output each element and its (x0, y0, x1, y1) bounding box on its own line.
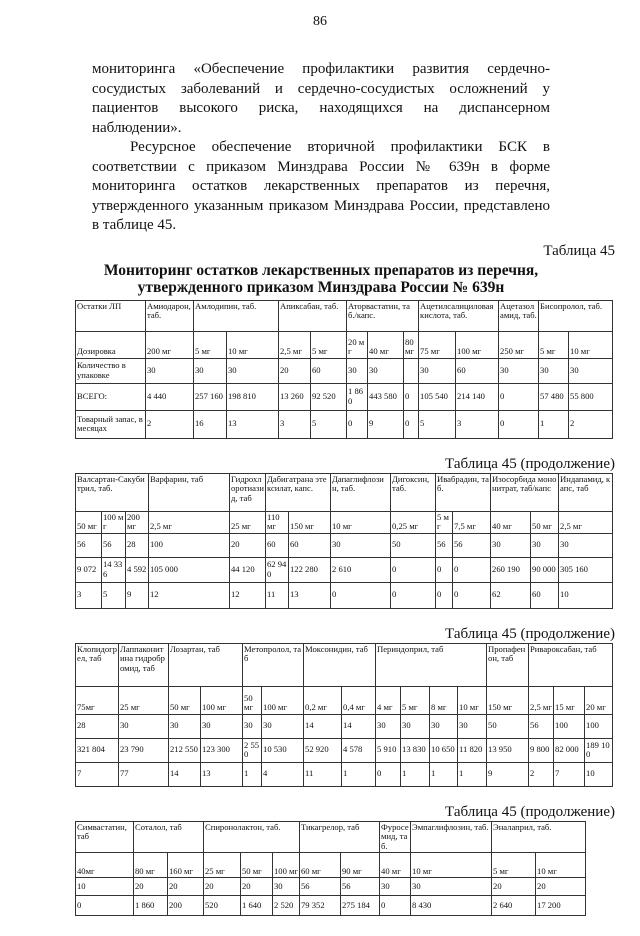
table-cell: 30 (331, 533, 391, 557)
table-caption-continued: Таблица 45 (продолжение) (445, 625, 615, 642)
table-cell: 214 140 (456, 383, 499, 410)
table-cell: 4 592 (126, 557, 149, 582)
table-cell: 1 (430, 762, 458, 786)
table-cell: 30 (368, 358, 404, 383)
header-cell: Варфарин, таб (149, 473, 230, 511)
table-row (76, 533, 613, 557)
table-cell: 56 (300, 878, 341, 896)
table-cell: 13 260 (279, 383, 311, 410)
table-cell: 7 (76, 762, 119, 786)
table-cell: 10 мг (411, 853, 492, 878)
table-cell: 7,5 мг (453, 511, 491, 533)
table-row (76, 331, 613, 358)
table-cell: 50 мг (169, 686, 201, 714)
table-cell: 0 (453, 557, 491, 582)
header-cell: Лозартан, таб (169, 643, 243, 686)
table-cell: 110 мг (266, 511, 289, 533)
header-cell: Изосорбида мононитрат, таб/капс (491, 473, 559, 511)
table-cell: 13 (227, 410, 279, 438)
table-cell: 40 мг (380, 853, 411, 878)
table-cell: 0 (331, 582, 391, 608)
table-cell: 56 (76, 533, 102, 557)
table-row (76, 762, 613, 786)
table-cell: 50 мг (531, 511, 559, 533)
table-cell: 10 мг (331, 511, 391, 533)
table-cell: 2,5 мг (559, 511, 613, 533)
table-cell: 0,4 мг (342, 686, 376, 714)
table-cell: 150 мг (487, 686, 529, 714)
table-cell: 260 190 (491, 557, 531, 582)
header-cell: Апиксабан, таб. (279, 300, 347, 331)
table-cell: 25 мг (204, 853, 241, 878)
table-cell: 30 (411, 878, 492, 896)
table-cell: 5 мг (194, 331, 227, 358)
table-cell: 30 (401, 714, 430, 738)
row-label: Товарный запас, в месяцах (76, 410, 146, 438)
table-row (76, 557, 613, 582)
table-cell: 50 мг (243, 686, 262, 714)
header-cell: Эналаприл, таб. (492, 821, 586, 853)
table-cell: 56 (436, 533, 453, 557)
table-cell: 60 (311, 358, 347, 383)
table-cell: 122 280 (289, 557, 331, 582)
table-cell: 200 (168, 896, 204, 916)
table-45-part-1 (75, 300, 613, 439)
table-cell: 20 (134, 878, 168, 896)
table-cell: 30 (559, 533, 613, 557)
table-cell: 12 (230, 582, 266, 608)
table-cell: 2 610 (331, 557, 391, 582)
table-cell: 30 (119, 714, 169, 738)
table-caption-continued: Таблица 45 (продолжение) (445, 455, 615, 472)
header-cell: Дапаглифлозин, таб. (331, 473, 391, 511)
table-cell: 77 (119, 762, 169, 786)
table-cell: 30 (227, 358, 279, 383)
row-label: ВСЕГО: (76, 383, 146, 410)
table-cell: 90 мг (341, 853, 380, 878)
table-cell: 0 (499, 410, 539, 438)
table-cell: 198 810 (227, 383, 279, 410)
table-cell: 0 (391, 582, 436, 608)
table-cell: 20 мг (585, 686, 613, 714)
table-cell: 8 мг (430, 686, 458, 714)
table-cell: 0 (391, 557, 436, 582)
table-cell: 56 (529, 714, 554, 738)
table-cell: 20 (230, 533, 266, 557)
table-cell: 13 (289, 582, 331, 608)
table-cell: 55 800 (569, 383, 613, 410)
header-cell: Лаппаконитина гидробромид, таб (119, 643, 169, 686)
table-45-part-2 (75, 473, 613, 609)
table-cell: 5 910 (376, 738, 401, 762)
table-cell: 14 (342, 714, 376, 738)
table-cell: 100 (554, 714, 585, 738)
table-row (76, 358, 613, 383)
table-cell: 105 000 (149, 557, 230, 582)
table-cell: 30 (491, 533, 531, 557)
table-cell: 12 (149, 582, 230, 608)
table-cell: 28 (126, 533, 149, 557)
table-cell: 30 (569, 358, 613, 383)
table-cell: 10 мг (536, 853, 586, 878)
table-cell: 100 мг (201, 686, 243, 714)
table-cell: 11 (266, 582, 289, 608)
table-cell: 20 (241, 878, 273, 896)
table-cell: 10 мг (458, 686, 487, 714)
table-cell: 5 мг (311, 331, 347, 358)
header-cell: Остатки ЛП (76, 300, 146, 331)
table-cell: 321 804 (76, 738, 119, 762)
table-cell: 5 мг (539, 331, 569, 358)
table-cell: 275 184 (341, 896, 380, 916)
table-cell: 212 550 (169, 738, 201, 762)
table-cell: 25 мг (119, 686, 169, 714)
table-row (76, 853, 586, 878)
table-cell: 105 540 (419, 383, 456, 410)
table-cell: 7 (554, 762, 585, 786)
table-cell: 60 (289, 533, 331, 557)
table-cell: 3 (76, 582, 102, 608)
table-cell: 1 (243, 762, 262, 786)
table-cell: 14 336 (102, 557, 126, 582)
table-cell: 200 мг (146, 331, 194, 358)
table-cell: 30 (376, 714, 401, 738)
header-cell: Метопролол, таб (243, 643, 304, 686)
header-cell: Клопидогрел, таб (76, 643, 119, 686)
table-cell: 0 (404, 383, 419, 410)
table-cell: 1 640 (241, 896, 273, 916)
table-cell: 1 860 (134, 896, 168, 916)
table-caption-continued: Таблица 45 (продолжение) (445, 803, 615, 820)
table-cell: 15 мг (554, 686, 585, 714)
table-cell: 200 мг (126, 511, 149, 533)
table-cell: 62 (491, 582, 531, 608)
table-cell: 40 мг (491, 511, 531, 533)
paragraph: мониторинга «Обеспечение профилактики развития сердечно-сосудистых заболеваний и сердечно-сосудистых осложнений у пациентов высокого риска, находящихся на диспансерном наблюдении». (92, 61, 550, 136)
table-cell: 1 860 (347, 383, 368, 410)
table-cell: 100 мг (102, 511, 126, 533)
table-cell: 3 (279, 410, 311, 438)
table-cell: 5 мг (436, 511, 453, 533)
table-cell: 57 480 (539, 383, 569, 410)
table-row (76, 738, 613, 762)
table-header-row (76, 473, 613, 511)
table-cell: 0 (76, 896, 134, 916)
header-cell: Соталол, таб (134, 821, 204, 853)
table-cell: 92 520 (311, 383, 347, 410)
table-cell: 20 (204, 878, 241, 896)
table-cell: 23 790 (119, 738, 169, 762)
table-cell: 40мг (76, 853, 134, 878)
table-cell: 16 (194, 410, 227, 438)
table-cell: 60 (266, 533, 289, 557)
table-cell: 5 мг (492, 853, 536, 878)
table-cell: 10 мг (569, 331, 613, 358)
table-cell: 14 (304, 714, 342, 738)
header-cell: Валсартан-Сакубитрил, таб. (76, 473, 149, 511)
header-cell: Дигоксин, таб. (391, 473, 436, 511)
header-cell: Бисопролол, таб. (539, 300, 613, 331)
table-cell: 100 мг (262, 686, 304, 714)
table-cell: 4 мг (376, 686, 401, 714)
table-cell: 28 (76, 714, 119, 738)
table-cell: 0 (453, 582, 491, 608)
table-cell: 82 000 (554, 738, 585, 762)
table-row (76, 896, 586, 916)
table-cell: 20 мг (347, 331, 368, 358)
table-row (76, 511, 613, 533)
table-cell: 160 мг (168, 853, 204, 878)
table-cell: 2 (569, 410, 613, 438)
table-row (76, 410, 613, 438)
table-cell: 520 (204, 896, 241, 916)
table-cell: 30 (243, 714, 262, 738)
table-cell: 56 (453, 533, 491, 557)
table-cell: 123 300 (201, 738, 243, 762)
table-cell: 100 мг (273, 853, 300, 878)
table-cell: 5 мг (401, 686, 430, 714)
table-cell: 40 мг (368, 331, 404, 358)
table-row (76, 878, 586, 896)
table-cell: 9 072 (76, 557, 102, 582)
table-cell: 20 (168, 878, 204, 896)
table-cell: 80 мг (404, 331, 419, 358)
table-cell: 250 мг (499, 331, 539, 358)
table-cell: 9 (126, 582, 149, 608)
table-cell: 30 (499, 358, 539, 383)
table-header-row (76, 643, 613, 686)
table-cell: 30 (347, 358, 368, 383)
header-cell: Периндоприл, таб (376, 643, 487, 686)
table-cell: 5 (102, 582, 126, 608)
table-cell: 10 (585, 762, 613, 786)
table-cell: 0,25 мг (391, 511, 436, 533)
table-row (76, 383, 613, 410)
table-cell: 10 650 (430, 738, 458, 762)
row-label: Количество в упаковке (76, 358, 146, 383)
table-cell: 79 352 (300, 896, 341, 916)
table-cell: 75 мг (419, 331, 456, 358)
table-cell: 56 (341, 878, 380, 896)
header-cell: Ивабрадин, таб. (436, 473, 491, 511)
table-cell: 2,5 мг (279, 331, 311, 358)
table-cell: 443 580 (368, 383, 404, 410)
table-cell: 1 (401, 762, 430, 786)
table-cell: 11 820 (458, 738, 487, 762)
table-cell: 2 (146, 410, 194, 438)
table-cell: 189 100 (585, 738, 613, 762)
paragraph: Ресурсное обеспечение вторичной профилактики БСК в соответствии с приказом Минздрава России № 639н в форме мониторинга остатков лекарственных препаратов из перечня, утвержденного указанным приказом Минздрава России, представлено в таблице 45. (92, 139, 550, 233)
header-cell: Спиронолактон, таб. (204, 821, 300, 853)
table-cell: 50 (391, 533, 436, 557)
table-cell: 5 (311, 410, 347, 438)
table-cell: 10 (76, 878, 134, 896)
table-cell (404, 358, 419, 383)
header-cell: Симвастатин, таб (76, 821, 134, 853)
table-row (76, 686, 613, 714)
table-cell: 13 830 (401, 738, 430, 762)
table-cell: 5 (419, 410, 456, 438)
table-cell: 90 000 (531, 557, 559, 582)
table-cell: 13 (201, 762, 243, 786)
page-number: 86 (313, 14, 327, 29)
table-cell: 100 (585, 714, 613, 738)
table-cell: 1 (539, 410, 569, 438)
table-cell: 1 (458, 762, 487, 786)
table-cell: 75мг (76, 686, 119, 714)
table-cell: 0 (499, 383, 539, 410)
table-cell: 30 (430, 714, 458, 738)
table-cell: 9 (368, 410, 404, 438)
table-cell: 30 (419, 358, 456, 383)
table-cell: 10 530 (262, 738, 304, 762)
header-cell: Тикагрелор, таб (300, 821, 380, 853)
table-cell: 4 578 (342, 738, 376, 762)
header-cell: Аторвастатин, таб./капс. (347, 300, 419, 331)
table-cell: 30 (262, 714, 304, 738)
header-cell: Эмпаглифлозин, таб. (411, 821, 492, 853)
table-cell: 30 (194, 358, 227, 383)
row-label: Дозировка (76, 331, 146, 358)
table-cell: 60 (531, 582, 559, 608)
table-cell: 3 (456, 410, 499, 438)
table-cell: 8 430 (411, 896, 492, 916)
table-cell: 11 (304, 762, 342, 786)
table-cell: 50 мг (76, 511, 102, 533)
table-cell: 9 (487, 762, 529, 786)
table-cell: 30 (273, 878, 300, 896)
table-cell: 100 мг (456, 331, 499, 358)
table-cell: 60 мг (300, 853, 341, 878)
header-cell: Моксонидин, таб (304, 643, 376, 686)
table-45-part-3 (75, 643, 613, 787)
table-cell: 30 (380, 878, 411, 896)
table-cell: 2 550 (243, 738, 262, 762)
table-cell: 0 (404, 410, 419, 438)
table-cell: 30 (531, 533, 559, 557)
table-cell: 30 (146, 358, 194, 383)
table-cell: 10 (559, 582, 613, 608)
table-cell: 44 120 (230, 557, 266, 582)
table-title: Мониторинг остатков лекарственных препаратов из перечня, утвержденного приказом Минздрава России № 639н (103, 261, 539, 296)
table-cell: 14 (169, 762, 201, 786)
table-header-row (76, 821, 586, 853)
table-cell: 4 440 (146, 383, 194, 410)
header-cell: Ацетазоламид, таб. (499, 300, 539, 331)
table-cell: 30 (539, 358, 569, 383)
table-cell: 80 мг (134, 853, 168, 878)
table-row (76, 714, 613, 738)
table-cell: 20 (492, 878, 536, 896)
header-cell: Фуросемид, таб. (381, 821, 409, 851)
table-cell: 2,5 мг (529, 686, 554, 714)
table-cell: 50 мг (241, 853, 273, 878)
table-cell: 52 920 (304, 738, 342, 762)
table-cell: 257 160 (194, 383, 227, 410)
table-header-row (76, 300, 613, 331)
header-cell: Дабигатрана этексилат, капс. (266, 473, 331, 511)
header-cell: Гидрохлоротиазид, таб (230, 473, 266, 511)
table-cell: 20 (279, 358, 311, 383)
table-cell: 13 950 (487, 738, 529, 762)
table-cell: 0,2 мг (304, 686, 342, 714)
table-cell: 0 (376, 762, 401, 786)
table-cell: 0 (380, 896, 411, 916)
table-cell: 4 (262, 762, 304, 786)
table-caption: Таблица 45 (543, 242, 615, 259)
table-cell: 50 (487, 714, 529, 738)
table-cell: 0 (436, 582, 453, 608)
table-cell: 25 мг (230, 511, 266, 533)
table-cell: 0 (436, 557, 453, 582)
table-cell: 2 640 (492, 896, 536, 916)
table-cell: 30 (169, 714, 201, 738)
table-cell: 0 (347, 410, 368, 438)
table-45-part-4 (75, 821, 586, 917)
table-cell: 150 мг (289, 511, 331, 533)
table-cell: 2 520 (273, 896, 300, 916)
table-cell: 30 (458, 714, 487, 738)
table-cell: 9 800 (529, 738, 554, 762)
header-cell: Амлодипин, таб. (194, 300, 279, 331)
table-cell: 100 (149, 533, 230, 557)
table-cell: 56 (102, 533, 126, 557)
table-cell: 2,5 мг (149, 511, 230, 533)
header-cell: Ацетилсалициловая кислота, таб. (419, 300, 499, 331)
table-cell: 10 мг (227, 331, 279, 358)
table-cell: 62 940 (266, 557, 289, 582)
table-cell: 30 (201, 714, 243, 738)
table-cell: 60 (456, 358, 499, 383)
table-cell: 1 (342, 762, 376, 786)
header-cell: Амиодарон, таб. (146, 300, 194, 331)
header-cell: Ривароксабан, таб (529, 643, 613, 686)
table-cell: 2 (529, 762, 554, 786)
table-cell: 20 (536, 878, 586, 896)
table-cell: 305 160 (559, 557, 613, 582)
header-cell: Пропафенон, таб (487, 643, 529, 686)
header-cell: Индапамид, капс, таб (559, 473, 613, 511)
table-row (76, 582, 613, 608)
table-cell: 17 200 (536, 896, 586, 916)
